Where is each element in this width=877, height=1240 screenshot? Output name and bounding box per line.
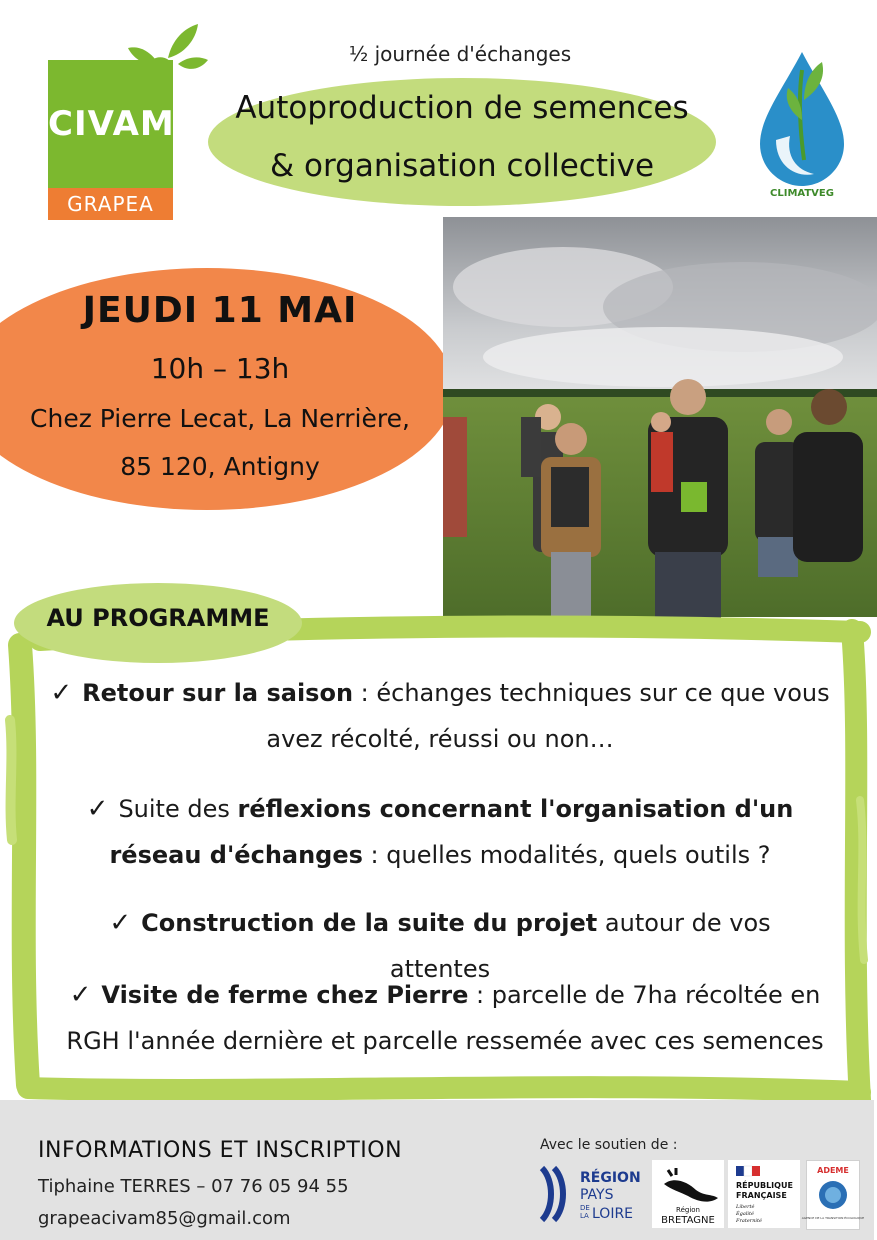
program-item-text: : parcelle de 7ha récoltée en RGH l'année dernière et parcelle ressemée avec ces semences (66, 981, 824, 1055)
program-item (34, 670, 846, 762)
support-label: Avec le soutien de : (540, 1137, 678, 1153)
program-item-text: : échanges techniques sur ce que vous avez récolté, réussi ou non… (266, 679, 830, 753)
program-item-prefix: Suite des (118, 795, 238, 823)
field-visit-photo (443, 217, 877, 617)
ademe-logo (801, 1160, 865, 1230)
contact-phone: Tiphaine TERRES – 07 76 05 94 55 (38, 1176, 349, 1197)
checkmark-icon: ✓ (50, 678, 73, 708)
program-item-title: Visite de ferme chez Pierre (101, 981, 469, 1009)
program-item (60, 786, 820, 878)
event-date: JEUDI 11 MAI (82, 290, 358, 331)
event-format-subtitle: ½ journée d'échanges (348, 42, 572, 66)
checkmark-icon: ✓ (86, 794, 109, 824)
svg-text:RÉPUBLIQUE: RÉPUBLIQUE (736, 1181, 793, 1190)
contact-email[interactable]: grapeacivam85@gmail.com (38, 1208, 291, 1229)
republique-francaise-logo (728, 1160, 800, 1228)
title-line-1: Autoproduction de semences (235, 90, 689, 126)
event-time: 10h – 13h (150, 352, 290, 385)
program-item-title: Retour sur la saison (82, 679, 354, 707)
event-place: Chez Pierre Lecat, La Nerrière, (30, 404, 410, 433)
checkmark-icon: ✓ (109, 908, 132, 938)
info-title: INFORMATIONS ET INSCRIPTION (38, 1138, 403, 1163)
svg-text:Liberté: Liberté (736, 1204, 755, 1210)
program-item-text: : quelles modalités, quels outils ? (362, 841, 771, 869)
svg-text:ADEME: ADEME (817, 1166, 849, 1175)
checkmark-icon: ✓ (69, 980, 92, 1010)
region-pays-de-la-loire-logo (540, 1162, 648, 1226)
svg-text:BRETAGNE: BRETAGNE (661, 1215, 715, 1226)
program-item (50, 972, 840, 1064)
title-line-2: & organisation collective (269, 148, 655, 184)
climatveg-label: CLIMATVEG (770, 188, 834, 199)
event-city: 85 120, Antigny (120, 452, 320, 481)
svg-text:Égalité: Égalité (736, 1211, 754, 1217)
civam-logo-subtext: GRAPEA (67, 192, 154, 216)
region-bretagne-logo (652, 1160, 724, 1228)
civam-logo-text: CIVAM (48, 104, 175, 144)
water-drop-icon (752, 40, 852, 190)
program-item-title: réflexions concernant l'organisation d'un réseau d'échanges (109, 795, 794, 869)
svg-text:PAYS: PAYS (580, 1187, 614, 1203)
svg-text:RÉGION: RÉGION (580, 1170, 641, 1186)
svg-text:AGENCE DE LA TRANSITION ÉCOLOG: AGENCE DE LA TRANSITION ÉCOLOGIQUE (801, 1216, 865, 1220)
climatveg-logo (752, 40, 852, 210)
civam-grapea-logo (48, 18, 208, 216)
program-item-title: Construction de la suite du projet (141, 909, 598, 937)
svg-text:LA: LA (580, 1212, 589, 1220)
svg-text:LOIRE: LOIRE (592, 1206, 634, 1222)
svg-text:DE: DE (580, 1204, 590, 1212)
svg-text:Région: Région (676, 1206, 700, 1214)
svg-text:Fraternité: Fraternité (736, 1218, 762, 1224)
svg-text:FRANÇAISE: FRANÇAISE (736, 1191, 787, 1200)
program-heading: AU PROGRAMME (46, 604, 270, 632)
program-item-text: autour de vos attentes (389, 909, 771, 983)
